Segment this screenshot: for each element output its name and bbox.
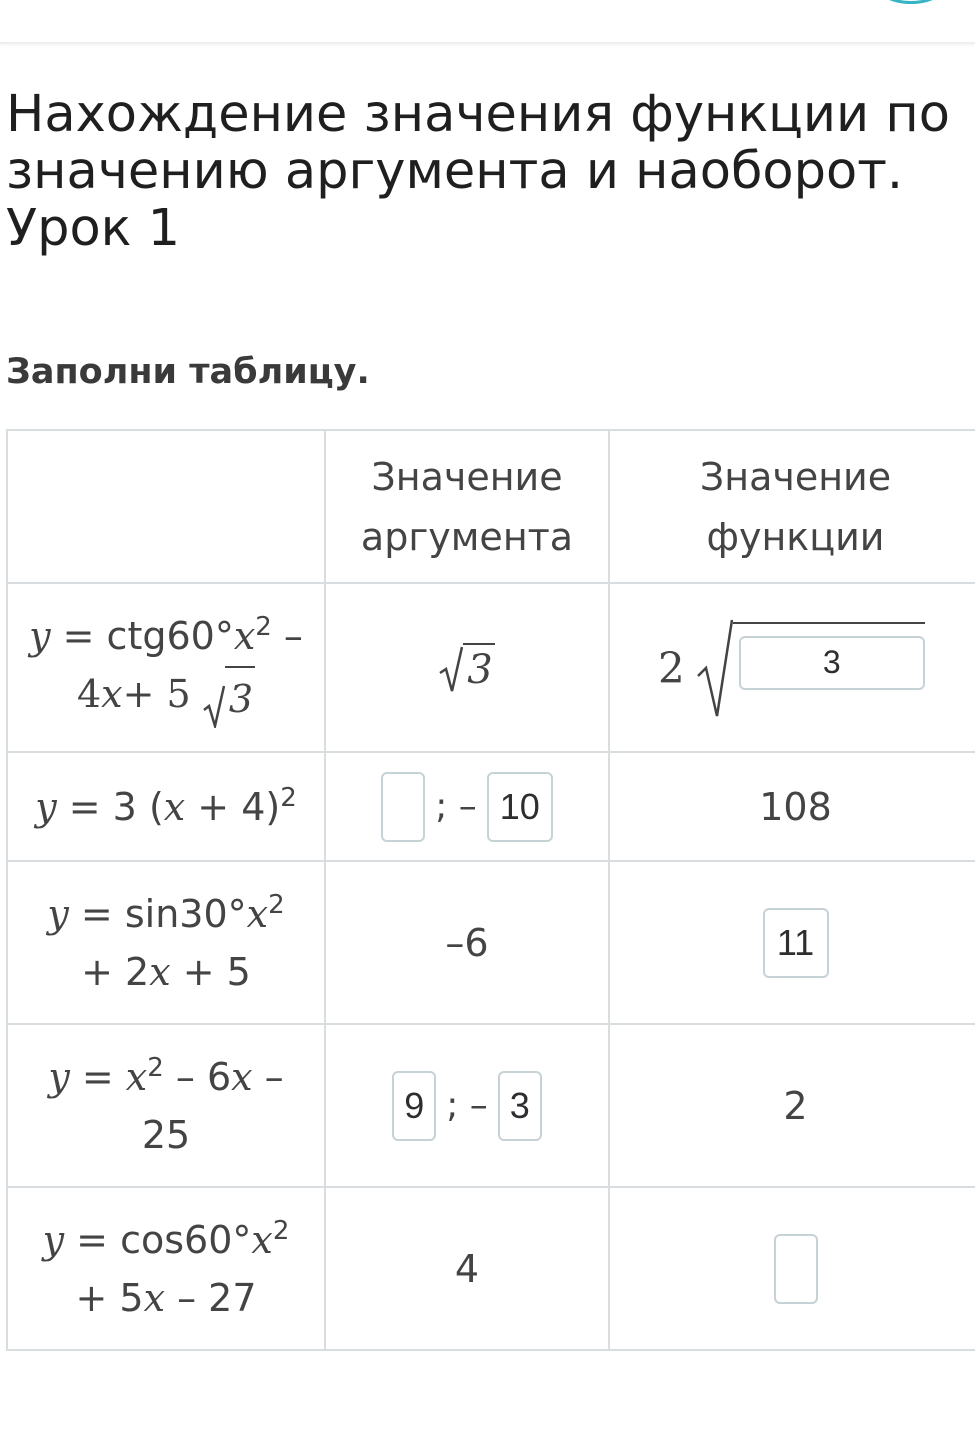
- table-header-row: [7, 430, 975, 583]
- table-row: [7, 1187, 975, 1350]
- header-argument-label: Значение аргумента: [360, 454, 574, 559]
- argument-cell: –6: [325, 861, 609, 1024]
- top-app-bar: [0, 0, 975, 44]
- radicand-input[interactable]: 3: [739, 636, 925, 690]
- value-cell: 108: [609, 752, 975, 861]
- value-cell: 2 3: [609, 583, 975, 752]
- table-row: [7, 861, 975, 1024]
- argument-cell: 9 ; – 3: [325, 1024, 609, 1187]
- argument-input-1[interactable]: [381, 772, 425, 842]
- header-cell-value: [609, 430, 975, 583]
- table-row: [7, 583, 975, 752]
- sqrt-symbol: 3: [439, 643, 494, 693]
- value-input[interactable]: [774, 1234, 818, 1304]
- sqrt-symbol: [697, 618, 925, 718]
- value-cell: [609, 861, 975, 1024]
- argument-cell: ; – 10: [325, 752, 609, 861]
- function-cell: $y = \sin 30^\circ x^2$ + 2x + 5: [7, 861, 325, 1024]
- function-cell: y = 3 $(x + 4)^2$: [7, 752, 325, 861]
- table-row: [7, 1024, 975, 1187]
- lesson-title: Нахождение значения функции по значению аргумента и наоборот. Урок 1: [6, 85, 950, 258]
- header-cell-function: [7, 430, 325, 583]
- argument-input-2[interactable]: 3: [498, 1071, 542, 1141]
- value-cell: 2: [609, 1024, 975, 1187]
- avatar-icon[interactable]: [873, 0, 949, 4]
- function-cell: $y = \cos 60^\circ x^2$ + 5x – 27: [7, 1187, 325, 1350]
- argument-cell: 4: [325, 1187, 609, 1350]
- sqrt-symbol: 3: [203, 666, 255, 728]
- header-value-label: Значение функции: [699, 454, 892, 559]
- value-cell: [609, 1187, 975, 1350]
- argument-input-1[interactable]: 9: [392, 1071, 436, 1141]
- function-cell: $y = ctg60^\circ x^2$ – 4x+ 5 3: [7, 583, 325, 752]
- task-instruction: Заполни таблицу.: [6, 352, 370, 392]
- value-input[interactable]: 11: [763, 908, 829, 978]
- function-table: [6, 429, 975, 1351]
- argument-cell: [325, 583, 609, 752]
- table-row: [7, 752, 975, 861]
- header-cell-argument: [325, 430, 609, 583]
- function-cell: $y = x^2 - 6x$ – 25: [7, 1024, 325, 1187]
- argument-input-2[interactable]: 10: [487, 772, 553, 842]
